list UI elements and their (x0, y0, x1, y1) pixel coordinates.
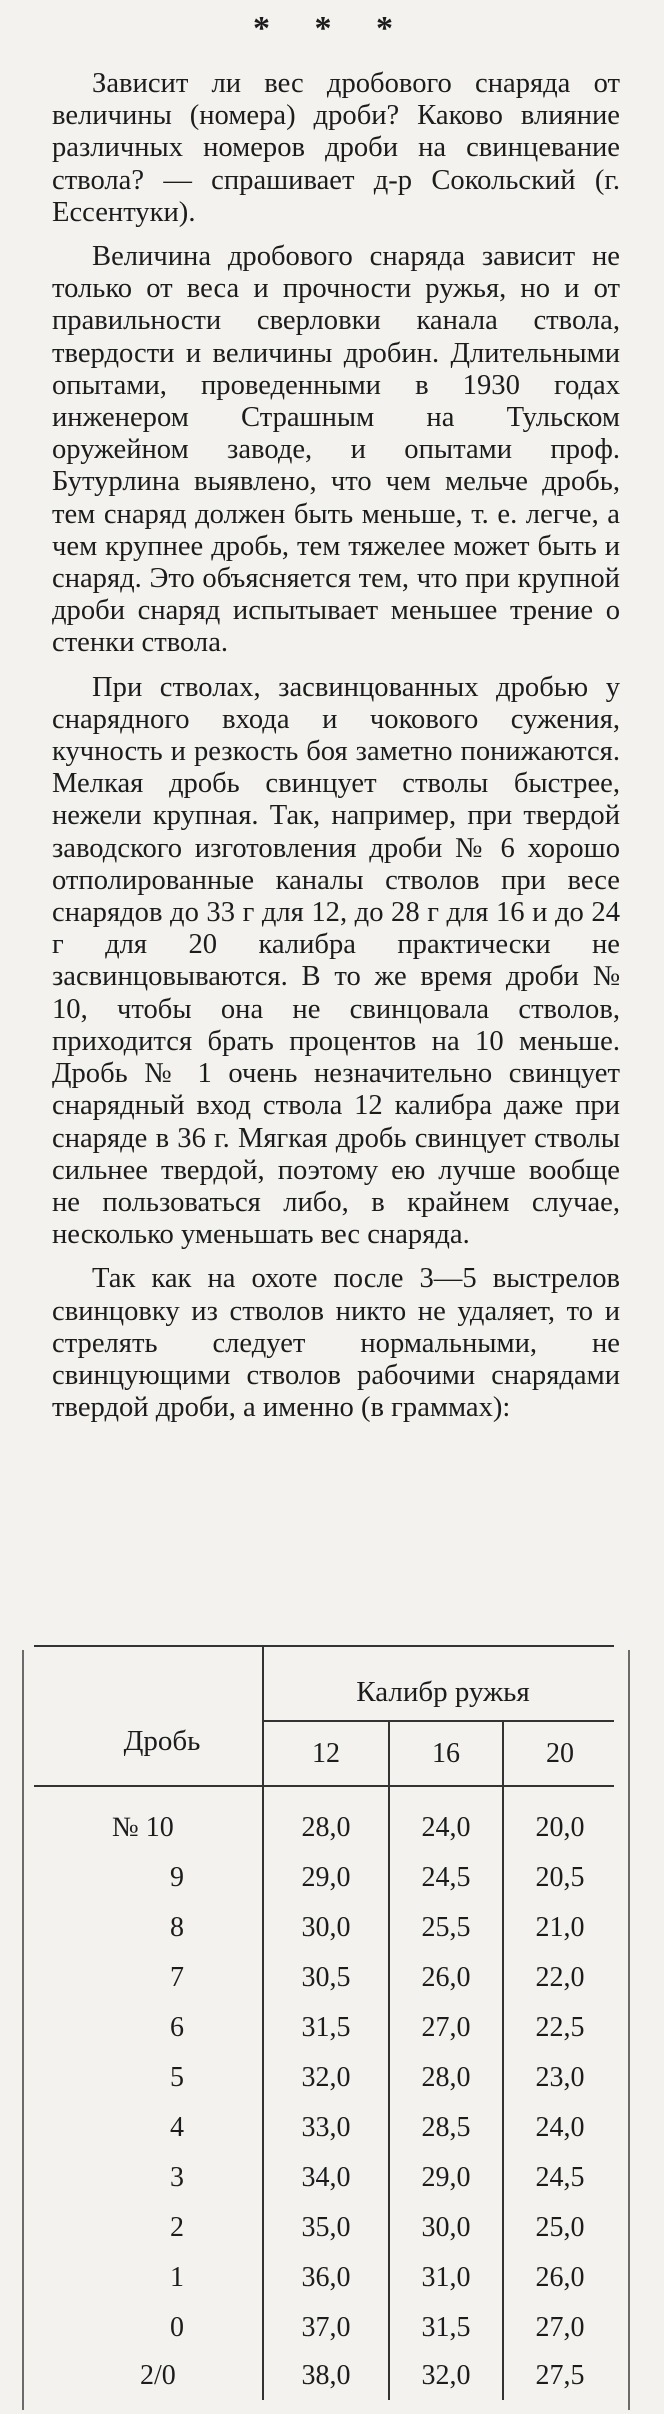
table-cell-c12: 35,0 (301, 2212, 351, 2243)
table-cell-shot: 0 (170, 2312, 184, 2343)
table-cell-c16: 24,0 (421, 1812, 471, 1843)
table-cell-c16: 27,0 (421, 2012, 471, 2043)
table-cell-c12: 38,0 (301, 2360, 351, 2391)
paragraph-question: Зависит ли вес дробового снаряда от величины (номера) дроби? Каково влияние различных номеров дроби на свинцевание ствола? — спрашивает д-р Сокольский (г. Ессентуки). (52, 68, 620, 228)
table-cell-c20: 22,0 (535, 1962, 585, 1993)
table-cell-c16: 31,5 (421, 2312, 471, 2343)
table-cell-c12: 34,0 (301, 2162, 351, 2193)
table-cell-shot: 2 (170, 2212, 184, 2243)
table-cell-c12: 33,0 (301, 2112, 351, 2143)
table-cell-c16: 29,0 (421, 2162, 471, 2193)
table-cell-c20: 26,0 (535, 2262, 585, 2293)
table-cell-shot: 9 (170, 1862, 184, 1893)
paragraph-answer: Величина дробового снаряда зависит не только от веса и прочности ружья, но и от правильности сверловки канала ствола, твердости и величины дробин. Длительными опытами, проведенными в 1930 годах инженером Страшным на Тульском оружейном заводе, и опытами проф. Бутурлина выявлено, что чем мельче дробь, тем снаряд должен быть меньше, т. е. легче, а чем крупнее дробь, тем тяжелее может быть и снаряд. Это объясняется тем, что при крупной дроби снаряд испытывает меньшее трение о стенки ствола. (52, 241, 620, 659)
table-cell-shot: 5 (170, 2062, 184, 2093)
table-cell-c16: 28,5 (421, 2112, 471, 2143)
table-cell-c12: 32,0 (301, 2062, 351, 2093)
table-cell-shot: 3 (170, 2162, 184, 2193)
table-col-divider-1 (262, 1645, 264, 2400)
table-cell-c16: 31,0 (421, 2262, 471, 2293)
table-cell-c20: 24,0 (535, 2112, 585, 2143)
table-cell-c20: 27,5 (535, 2360, 585, 2391)
table-cell-c12: 29,0 (301, 1862, 351, 1893)
table-cell-shot: 4 (170, 2112, 184, 2143)
table-cell-shot: № 10 (112, 1812, 174, 1843)
table-header-caliber: Калибр ружья (356, 1676, 530, 1708)
table-top-rule (34, 1645, 614, 1647)
table-cell-shot: 6 (170, 2012, 184, 2043)
table-cell-c20: 21,0 (535, 1912, 585, 1943)
table-cell-c12: 31,5 (301, 2012, 351, 2043)
table-cell-c20: 20,5 (535, 1862, 585, 1893)
table-header-bottom-rule (34, 1785, 614, 1787)
table-cell-shot: 2/0 (140, 2360, 176, 2391)
table-cell-c12: 36,0 (301, 2262, 351, 2293)
table-header-caliber-16: 16 (432, 1738, 460, 1769)
table-cell-c12: 30,0 (301, 1912, 351, 1943)
paragraph-leading: При стволах, засвинцованных дробью у снарядного входа и чокового сужения, кучность и резкость боя заметно понижаются. Мелкая дробь свинцует стволы быстрее, нежели крупная. Так, например, при твердой заводского изготовления дроби № 6 хорошо отполированные каналы стволов при весе снарядов до 33 г для 12, до 28 г для 16 и до 24 г для 20 калибра практически не засвинцовываются. В то же время дроби № 10, чтобы она не свинцовала стволов, приходится брать процентов на 10 меньше. Дробь № 1 очень незначительно свинцует снарядный вход ствола 12 калибра даже при снаряде в 36 г. Мягкая дробь свинцует стволы сильнее твердой, поэтому ею лучше вообще не пользоваться либо, в крайнем случае, несколько уменьшать вес снаряда. (52, 671, 620, 1251)
table-header-caliber-12: 12 (312, 1738, 340, 1769)
table-cell-c16: 30,0 (421, 2212, 471, 2243)
table-cell-shot: 8 (170, 1912, 184, 1943)
table-header-midrule (262, 1720, 614, 1722)
table-cell-shot: 7 (170, 1962, 184, 1993)
table-header-shot: Дробь (123, 1725, 201, 1757)
table-cell-c16: 32,0 (421, 2360, 471, 2391)
table-cell-c20: 24,5 (535, 2162, 585, 2193)
table-cell-c16: 26,0 (421, 1962, 471, 1993)
table-cell-c12: 28,0 (301, 1812, 351, 1843)
table-cell-c12: 37,0 (301, 2312, 351, 2343)
table-cell-c20: 27,0 (535, 2312, 585, 2343)
table-cell-c20: 23,0 (535, 2062, 585, 2093)
table-cell-c12: 30,5 (301, 1962, 351, 1993)
table-cell-c20: 25,0 (535, 2212, 585, 2243)
table-cell-shot: 1 (170, 2262, 184, 2293)
article-body (52, 68, 620, 1436)
table-cell-c16: 24,5 (421, 1862, 471, 1893)
table-cell-c20: 20,0 (535, 1812, 585, 1843)
margin-rule-right (628, 1650, 630, 2410)
table-cell-c16: 28,0 (421, 2062, 471, 2093)
table-header-caliber-20: 20 (546, 1738, 574, 1769)
section-divider-stars: * * * (253, 10, 411, 47)
paragraph-table-intro: Так как на охоте после 3—5 выстрелов свинцовку из стволов никто не удаляет, то и стрелять следует нормальными, не свинцующими стволов рабочими снарядами твердой дроби, а именно (в граммах): (52, 1263, 620, 1424)
margin-rule-left (22, 1650, 24, 2410)
table-cell-c16: 25,5 (421, 1912, 471, 1943)
table-cell-c20: 22,5 (535, 2012, 585, 2043)
